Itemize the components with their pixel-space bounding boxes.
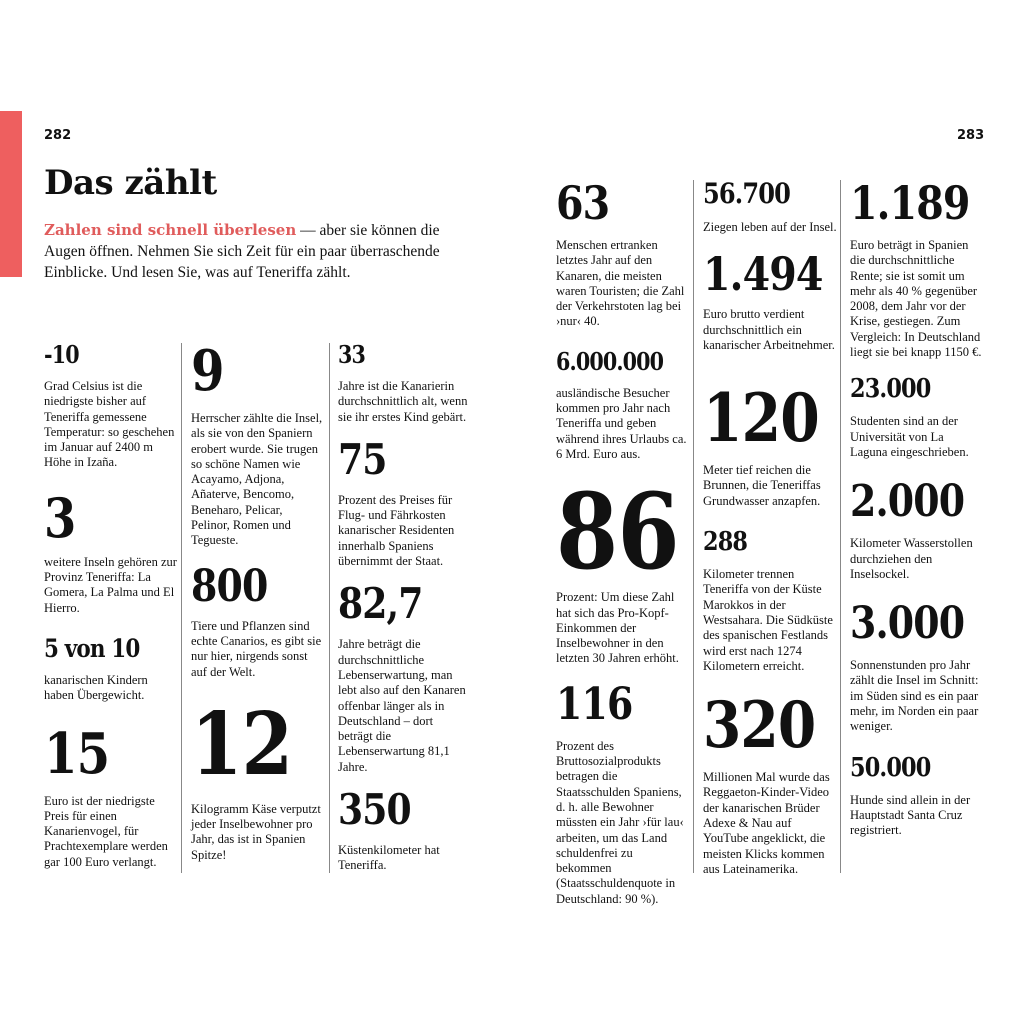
fact-text: Ziegen leben auf der Insel. — [703, 220, 837, 234]
fact-text: Kilometer Wasserstollen durchziehen den Inselsockel. — [850, 536, 973, 581]
fact-text: Grad Celsius ist die niedrigste bisher auf Teneriffa gemessene Temperatur: so geschehen im Januar auf 2400 m Höhe in Izaña. — [44, 379, 175, 470]
fact-item — [850, 752, 984, 839]
fact-item — [556, 346, 688, 462]
fact-text: Studenten sind an der Universität von La Laguna eingeschrieben. — [850, 414, 969, 459]
fact-number: 63 — [556, 176, 610, 230]
right-column-1 — [556, 176, 688, 907]
left-column-2 — [191, 338, 323, 863]
fact-item — [850, 376, 984, 460]
fact-item — [703, 177, 837, 235]
column-divider — [840, 180, 841, 873]
fact-number: 3.000 — [850, 598, 965, 650]
intro-highlight: Zahlen sind schnell überlesen — [44, 221, 297, 239]
intro-paragraph — [44, 220, 464, 283]
fact-text: Prozent des Bruttosozialprodukts betragen die Staatsschulden Spaniens, d. h. alle Bewohner müssten ein Jahr ›für lau‹ arbeiten, um das Land schuldenfrei zu bekommen (Staatsschuldenquote in Deutschland: 90 %). — [556, 738, 684, 906]
fact-text: Millionen Mal wurde das Reggaeton-Kinder-Video der kanarischen Brüder Adexe & Nau auf YouTube angeklickt, die meisten Klicks kommen aus Lateinamerika. — [703, 770, 830, 876]
fact-number: 320 — [703, 688, 816, 764]
fact-item — [338, 785, 468, 874]
fact-item — [850, 176, 984, 360]
fact-item — [44, 485, 179, 616]
fact-number: 56.700 — [703, 177, 791, 210]
fact-item — [556, 678, 688, 907]
fact-text: Herrscher zählte die Insel, als sie von den Spaniern erobert wurde. Sie trugen so schöne Namen wie Acayamo, Adjona, Añaterve, Bencomo, Beneharo, Pelicar, Pelinor, Romen und Tegueste. — [191, 411, 323, 548]
fact-item — [703, 247, 837, 353]
fact-number: 50.000 — [850, 752, 931, 783]
left-column-3 — [338, 340, 468, 874]
fact-number: 23.000 — [850, 374, 931, 405]
fact-text: ausländische Besucher kommen pro Jahr nach Teneriffa und geben während ihres Urlaubs ca. 6 Mrd. Euro aus. — [556, 385, 687, 461]
fact-text: Jahre ist die Kanarierin durchschnittlich alt, wenn sie ihr erstes Kind gebärt. — [338, 379, 468, 424]
fact-text: Euro beträgt in Spanien die durchschnittliche Rente; sie ist somit um mehr als 40 % gegenüber 2008, dem Jahr vor der Krise, gestiegen. Zum Vergleich: In Deutschland liegt sie bei knapp 1150 €. — [850, 238, 982, 360]
fact-item — [556, 176, 688, 330]
fact-number: 800 — [191, 560, 268, 612]
fact-number: 86 — [556, 470, 679, 594]
fact-item — [191, 338, 323, 549]
fact-number: -10 — [44, 340, 79, 369]
fact-text: Tiere und Pflanzen sind echte Canarios, es gibt sie nur hier, nirgends sonst auf der Welt. — [191, 618, 322, 679]
fact-number: 120 — [703, 379, 819, 458]
fact-text: Kilogramm Käse verputzt jeder Inselbewohner pro Jahr, das ist in Spanien Spitze! — [191, 801, 321, 862]
fact-number: 9 — [191, 338, 224, 404]
fact-item — [556, 470, 688, 666]
fact-text: weitere Inseln gehören zur Provinz Teneriffa: La Gomera, La Palma und El Hierro. — [44, 554, 177, 615]
fact-number: 1.189 — [850, 176, 970, 230]
fact-text: Hunde sind allein in der Hauptstadt Santa Cruz registriert. — [850, 792, 971, 838]
fact-item — [44, 633, 179, 704]
fact-number: 33 — [338, 340, 366, 369]
fact-number: 5 von 10 — [44, 633, 140, 663]
fact-text: Prozent: Um diese Zahl hat sich das Pro-Kopf-Einkommen der Inselbewohner in den letzten 30 Jahren erhöht. — [556, 590, 679, 666]
fact-item — [703, 379, 837, 509]
page-title: Das zählt — [44, 163, 217, 203]
fact-item — [850, 598, 984, 734]
fact-item — [703, 688, 837, 877]
fact-number: 288 — [703, 527, 748, 558]
column-divider — [329, 343, 330, 873]
fact-text: Prozent des Preises für Flug- und Fährkosten kanarischer Residenten innerhalb Spaniens übernimmt der Staat. — [338, 492, 455, 569]
fact-text: Menschen ertranken letztes Jahr auf den Kanaren, die meisten waren Touristen; die Zahl der Verkehrstoten lag bei ›nur‹ 40. — [556, 238, 685, 329]
column-divider — [693, 180, 694, 873]
right-column-3 — [850, 176, 984, 839]
right-column-2 — [703, 177, 837, 877]
fact-text: kanarischen Kindern haben Übergewicht. — [44, 672, 148, 703]
fact-text: Euro ist der niedrigste Preis für einen Kanarienvogel, für Prachtexemplare werden gar 100 Euro verlangt. — [44, 793, 168, 869]
fact-number: 1.494 — [703, 247, 823, 302]
fact-item — [850, 476, 984, 582]
left-column-1 — [44, 340, 179, 870]
fact-text: Sonnenstunden pro Jahr zählt die Insel im Schnitt: im Süden sind es ein paar mehr, im Norden ein paar weniger. — [850, 658, 979, 734]
fact-number: 12 — [191, 693, 293, 795]
fact-number: 116 — [556, 678, 633, 730]
fact-number: 75 — [338, 434, 387, 484]
fact-item — [338, 579, 468, 775]
fact-text: Jahre beträgt die durchschnittliche Lebenserwartung, man lebt also auf den Kanaren offenbar länger als in Deutschland – dort beträgt die Lebenserwartung 81,1 Jahre. — [338, 637, 466, 774]
column-divider — [181, 343, 182, 873]
fact-number: 350 — [338, 785, 411, 835]
fact-text: Küstenkilometer hat Teneriffa. — [338, 843, 440, 873]
fact-item — [338, 434, 468, 569]
intro-text: — aber sie können die Augen öffnen. Nehmen Sie sich Zeit für ein paar überraschende Einblicke. Und lesen Sie, was auf Teneriffa zählt. — [44, 222, 440, 281]
fact-text: Euro brutto verdient durchschnittlich ein kanarischer Arbeitnehmer. — [703, 307, 835, 352]
fact-number: 3 — [44, 485, 76, 550]
fact-item — [44, 720, 179, 870]
accent-bar — [0, 111, 22, 277]
fact-number: 6.000.000 — [556, 346, 664, 376]
fact-item — [703, 529, 837, 674]
fact-item — [191, 693, 323, 863]
fact-number: 82,7 — [338, 579, 423, 629]
fact-text: Meter tief reichen die Brunnen, die Teneriffas Grundwasser anzapfen. — [703, 463, 821, 508]
page-number-left: 282 — [44, 128, 72, 143]
fact-text: Kilometer trennen Teneriffa von der Küste Marokkos in der Westsahara. Die Südküste des spanischen Festlands wird erst nach 1274 Kilometern erreicht. — [703, 567, 833, 673]
fact-number: 2.000 — [850, 476, 965, 528]
fact-number: 15 — [44, 720, 110, 787]
page-number-right: 283 — [957, 128, 985, 143]
fact-item — [338, 340, 468, 425]
fact-item — [44, 340, 179, 471]
fact-item — [191, 560, 323, 680]
